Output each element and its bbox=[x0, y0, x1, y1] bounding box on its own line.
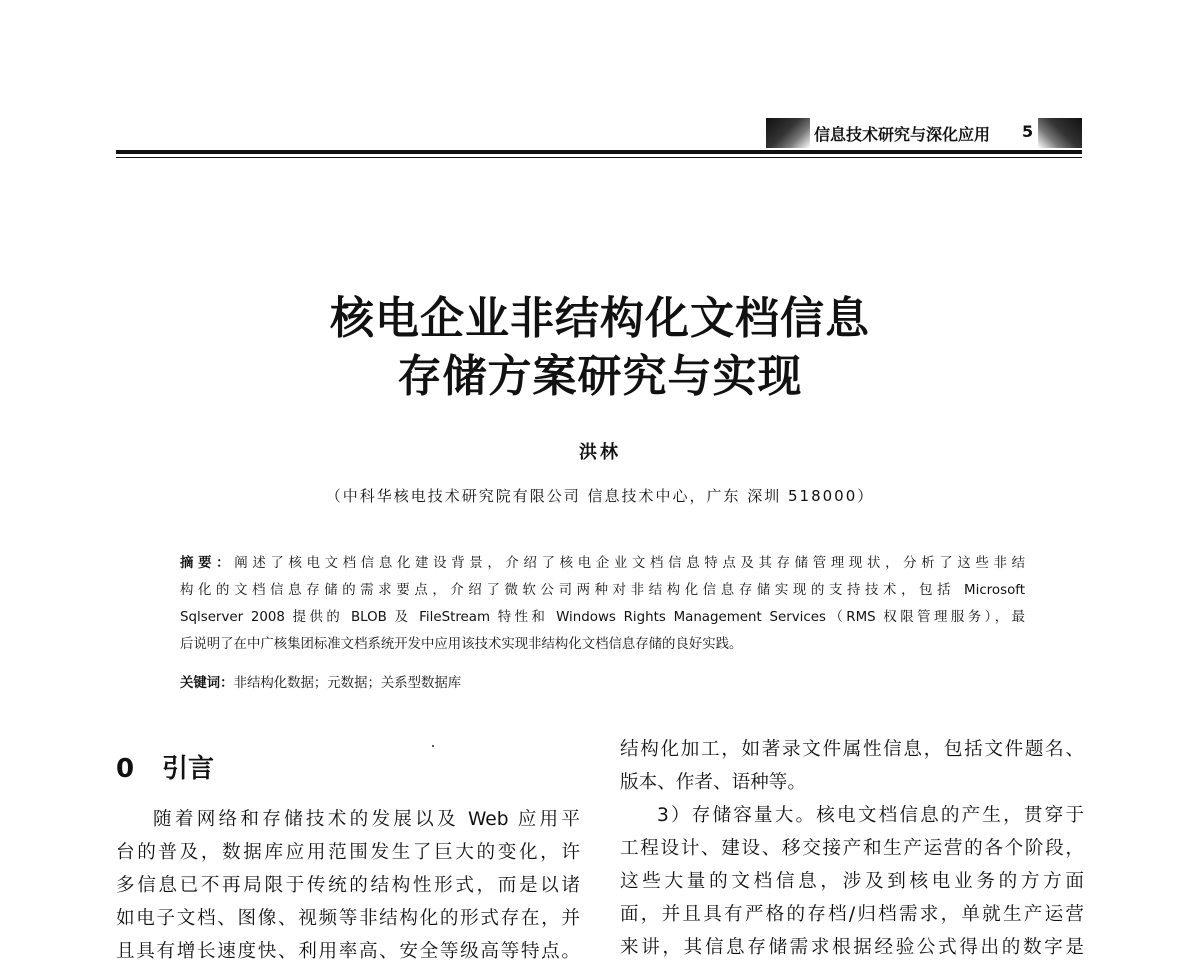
paper-author: 洪林 bbox=[579, 442, 621, 463]
scan-speck bbox=[432, 745, 434, 747]
body-line: 台的普及，数据库应用范围发生了巨大的变化，许 bbox=[116, 842, 580, 863]
body-line: 多信息已不再局限于传统的结构性形式，而是以诸 bbox=[116, 875, 580, 896]
body-line: 工程设计、建设、移交接产和生产运营的各个阶段， bbox=[620, 838, 1084, 859]
header-page-number: 5 bbox=[1022, 122, 1034, 141]
keywords-text: 非结构化数据；元数据；关系型数据库 bbox=[233, 676, 462, 691]
keywords bbox=[180, 670, 1025, 697]
paper-title-line-1: 核电企业非结构化文档信息 bbox=[330, 293, 870, 344]
abstract-line: Sqlserver 2008 提供的 BLOB 及 FileStream 特性和 Windows Rights Management Services（RMS 权限管理服务），最 bbox=[180, 610, 1025, 625]
paper-affiliation: （中科华核电技术研究院有限公司 信息技术中心，广东 深圳 518000） bbox=[325, 487, 875, 505]
section-heading bbox=[116, 748, 214, 785]
header-decoration-left bbox=[766, 118, 810, 148]
body-line: 结构化加工，如著录文件属性信息，包括文件题名、 bbox=[620, 739, 1084, 760]
abstract bbox=[180, 550, 1025, 658]
body-line: 3）存储容量大。核电文档信息的产生，贯穿于 bbox=[657, 805, 1084, 826]
paper-title-line-2: 存储方案研究与实现 bbox=[397, 351, 803, 402]
body-line: 面，并且具有严格的存档/归档需求，单就生产运营 bbox=[620, 904, 1084, 925]
abstract-label: 摘要： bbox=[180, 556, 235, 571]
header-rule-thick bbox=[116, 150, 1082, 154]
section-number: 0 bbox=[116, 754, 135, 784]
abstract-line: 后说明了在中广核集团标准文档系统开发中应用该技术实现非结构化文档信息存储的良好实践。 bbox=[180, 637, 743, 652]
right-column bbox=[620, 733, 1084, 964]
keywords-label: 关键词： bbox=[180, 676, 234, 691]
left-column bbox=[116, 803, 580, 968]
body-line: 来讲，其信息存储需求根据经验公式得出的数字是 bbox=[620, 937, 1084, 958]
header-section-title: 信息技术研究与深化应用 bbox=[814, 125, 991, 144]
body-line: 如电子文档、图像、视频等非结构化的形式存在，并 bbox=[116, 908, 580, 929]
header-decoration-right bbox=[1038, 118, 1082, 148]
abstract-line: 摘要：阐述了核电文档信息化建设背景，介绍了核电企业文档信息特点及其存储管理现状，分析了这些非结 bbox=[180, 556, 1026, 571]
body-line: 随着网络和存储技术的发展以及 Web 应用平 bbox=[153, 809, 580, 830]
header-rule-thin bbox=[116, 157, 1082, 158]
body-line: 且具有增长速度快、利用率高、安全等级高等特点。 bbox=[116, 941, 580, 962]
section-title: 引言 bbox=[162, 754, 215, 784]
running-header bbox=[766, 118, 1082, 148]
body-line: 这些大量的文档信息，涉及到核电业务的方方面 bbox=[620, 871, 1084, 892]
body-line: 版本、作者、语种等。 bbox=[620, 772, 806, 793]
abstract-line: 构化的文档信息存储的需求要点，介绍了微软公司两种对非结构化信息存储实现的支持技术，包括 Microsoft bbox=[180, 583, 1025, 598]
